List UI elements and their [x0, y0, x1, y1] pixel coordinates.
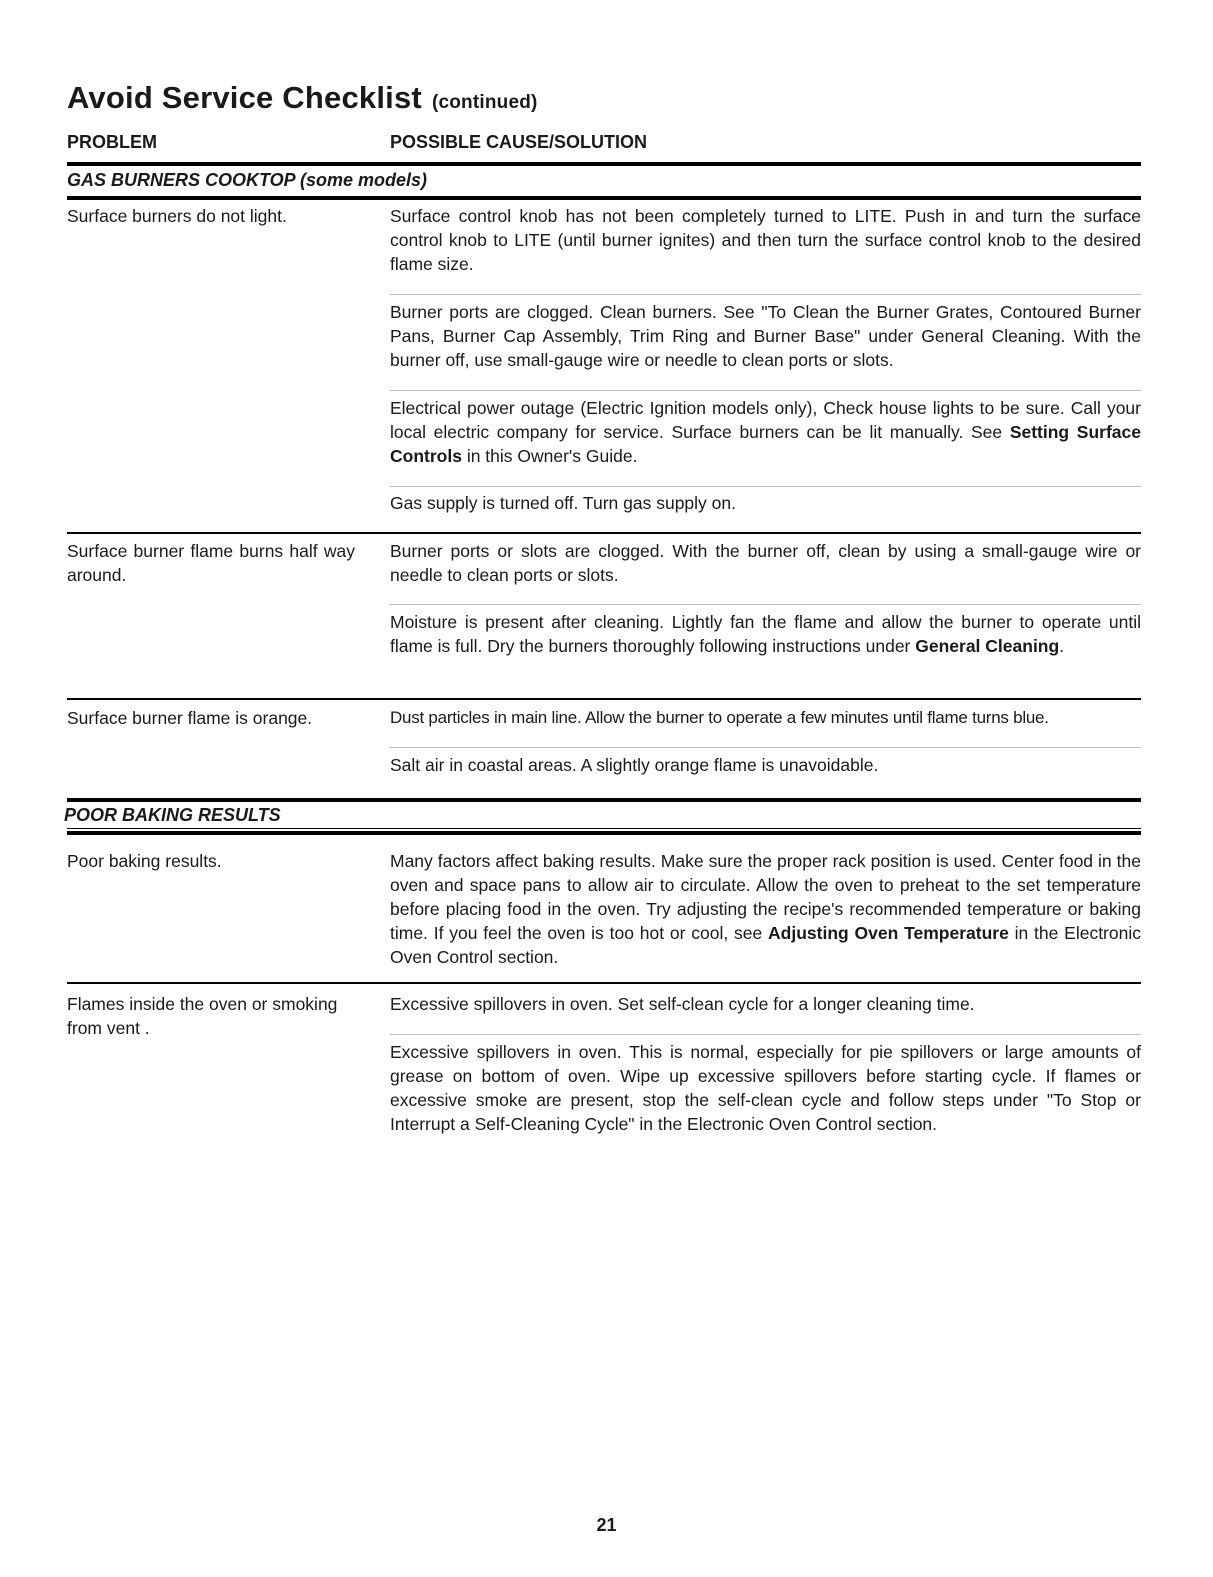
section-heading-underline — [67, 828, 1141, 829]
solution-gas-supply-off: Gas supply is turned off. Turn gas supply on. — [390, 493, 736, 513]
solution-salt-air: Salt air in coastal areas. A slightly orange flame is unavoidable. — [390, 755, 879, 775]
problem-poor-baking: Poor baking results. — [67, 851, 222, 871]
solution-spillovers-normal: Excessive spillovers in oven. This is normal, especially for pie spillovers or large amounts of grease on bottom of oven. Wipe up excessive spillovers before starting cycle. If flames or excessive smoke are present, stop the self-clean cycle and follow steps under "To Stop or Interrupt a Self-Cleaning Cycle" in the Electronic Oven Control section. — [390, 1042, 1141, 1134]
title-continued: (continued) — [431, 92, 538, 113]
reference-adjusting-oven-temperature: Adjusting Oven Temperature — [768, 923, 1009, 943]
section-heading-gas-burners: GAS BURNERS COOKTOP (some models) — [67, 170, 428, 190]
section-rule — [67, 831, 1141, 835]
problem-flame-orange: Surface burner flame is orange. — [67, 708, 313, 728]
page-number: 21 — [596, 1515, 617, 1535]
solution-text: Electrical power outage (Electric Ignition models only), Check house lights to be sure. Call your local electric company for service. Surface burners can be lit manually. See — [390, 398, 1141, 442]
divider — [390, 294, 1141, 295]
column-header-solution: POSSIBLE CAUSE/SOLUTION — [390, 132, 648, 152]
problem-flames-inside-oven: Flames inside the oven or smoking from vent . — [67, 994, 338, 1038]
solution-moisture-present — [390, 610, 1141, 658]
solution-longer-clean-time: Excessive spillovers in oven. Set self-clean cycle for a longer cleaning time. — [390, 994, 975, 1014]
divider — [390, 1034, 1141, 1035]
problem-burners-do-not-light: Surface burners do not light. — [67, 206, 287, 226]
solution-text: Many factors affect baking results. Make sure the proper rack position is used. Center food in the oven and space pans to allow air to circulate. Allow the oven to preheat to the set temperature before placing food in the oven. Try adjusting the recipe's recommended temperature or baking time. If you feel the oven is too hot or cool, see — [390, 851, 1141, 943]
section-rule — [67, 196, 1141, 200]
title-text: Avoid Service Checklist — [67, 80, 422, 115]
divider — [390, 604, 1141, 605]
problem-flame-half-way: Surface burner flame burns half way around. — [67, 541, 355, 585]
section-heading-poor-baking: POOR BAKING RESULTS — [64, 805, 281, 825]
solution-baking-factors — [390, 849, 1141, 969]
divider — [390, 390, 1141, 391]
solution-text: in this Owner's Guide. — [461, 446, 638, 466]
row-rule — [67, 698, 1141, 700]
solution-ports-clogged: Burner ports are clogged. Clean burners. See "To Clean the Burner Grates, Contoured Burner Pans, Burner Cap Assembly, Trim Ring and Burner Base" under General Cleaning. With the burner off, use small-gauge wire or needle to clean ports or slots. — [390, 302, 1141, 370]
header-rule — [67, 162, 1141, 166]
row-rule — [67, 532, 1141, 534]
divider — [390, 747, 1141, 748]
solution-text: . — [1059, 636, 1065, 656]
solution-slots-clogged: Burner ports or slots are clogged. With the burner off, clean by using a small-gauge wire or needle to clean ports or slots. — [390, 541, 1141, 585]
solution-dust-particles: Dust particles in main line. Allow the burner to operate a few minutes until flame turns blue. — [390, 708, 1049, 727]
reference-general-cleaning: General Cleaning — [915, 636, 1060, 656]
reference-setting-surface-controls: Setting Surface Controls — [390, 422, 1141, 466]
divider — [390, 486, 1141, 487]
solution-power-outage — [390, 396, 1141, 468]
row-rule — [67, 982, 1141, 984]
solution-text: in the Electronic Oven Control section. — [390, 923, 1141, 967]
page-title — [67, 80, 538, 116]
solution-knob-not-turned: Surface control knob has not been completely turned to LITE. Push in and turn the surface control knob to LITE (until burner ignites) and then turn the surface control knob to the desired flame size. — [390, 206, 1141, 274]
section-rule — [67, 798, 1141, 802]
solution-text: Moisture is present after cleaning. Lightly fan the flame and allow the burner to operate until flame is full. Dry the burners thoroughly following instructions under — [390, 612, 1141, 656]
column-header-problem: PROBLEM — [67, 132, 157, 152]
